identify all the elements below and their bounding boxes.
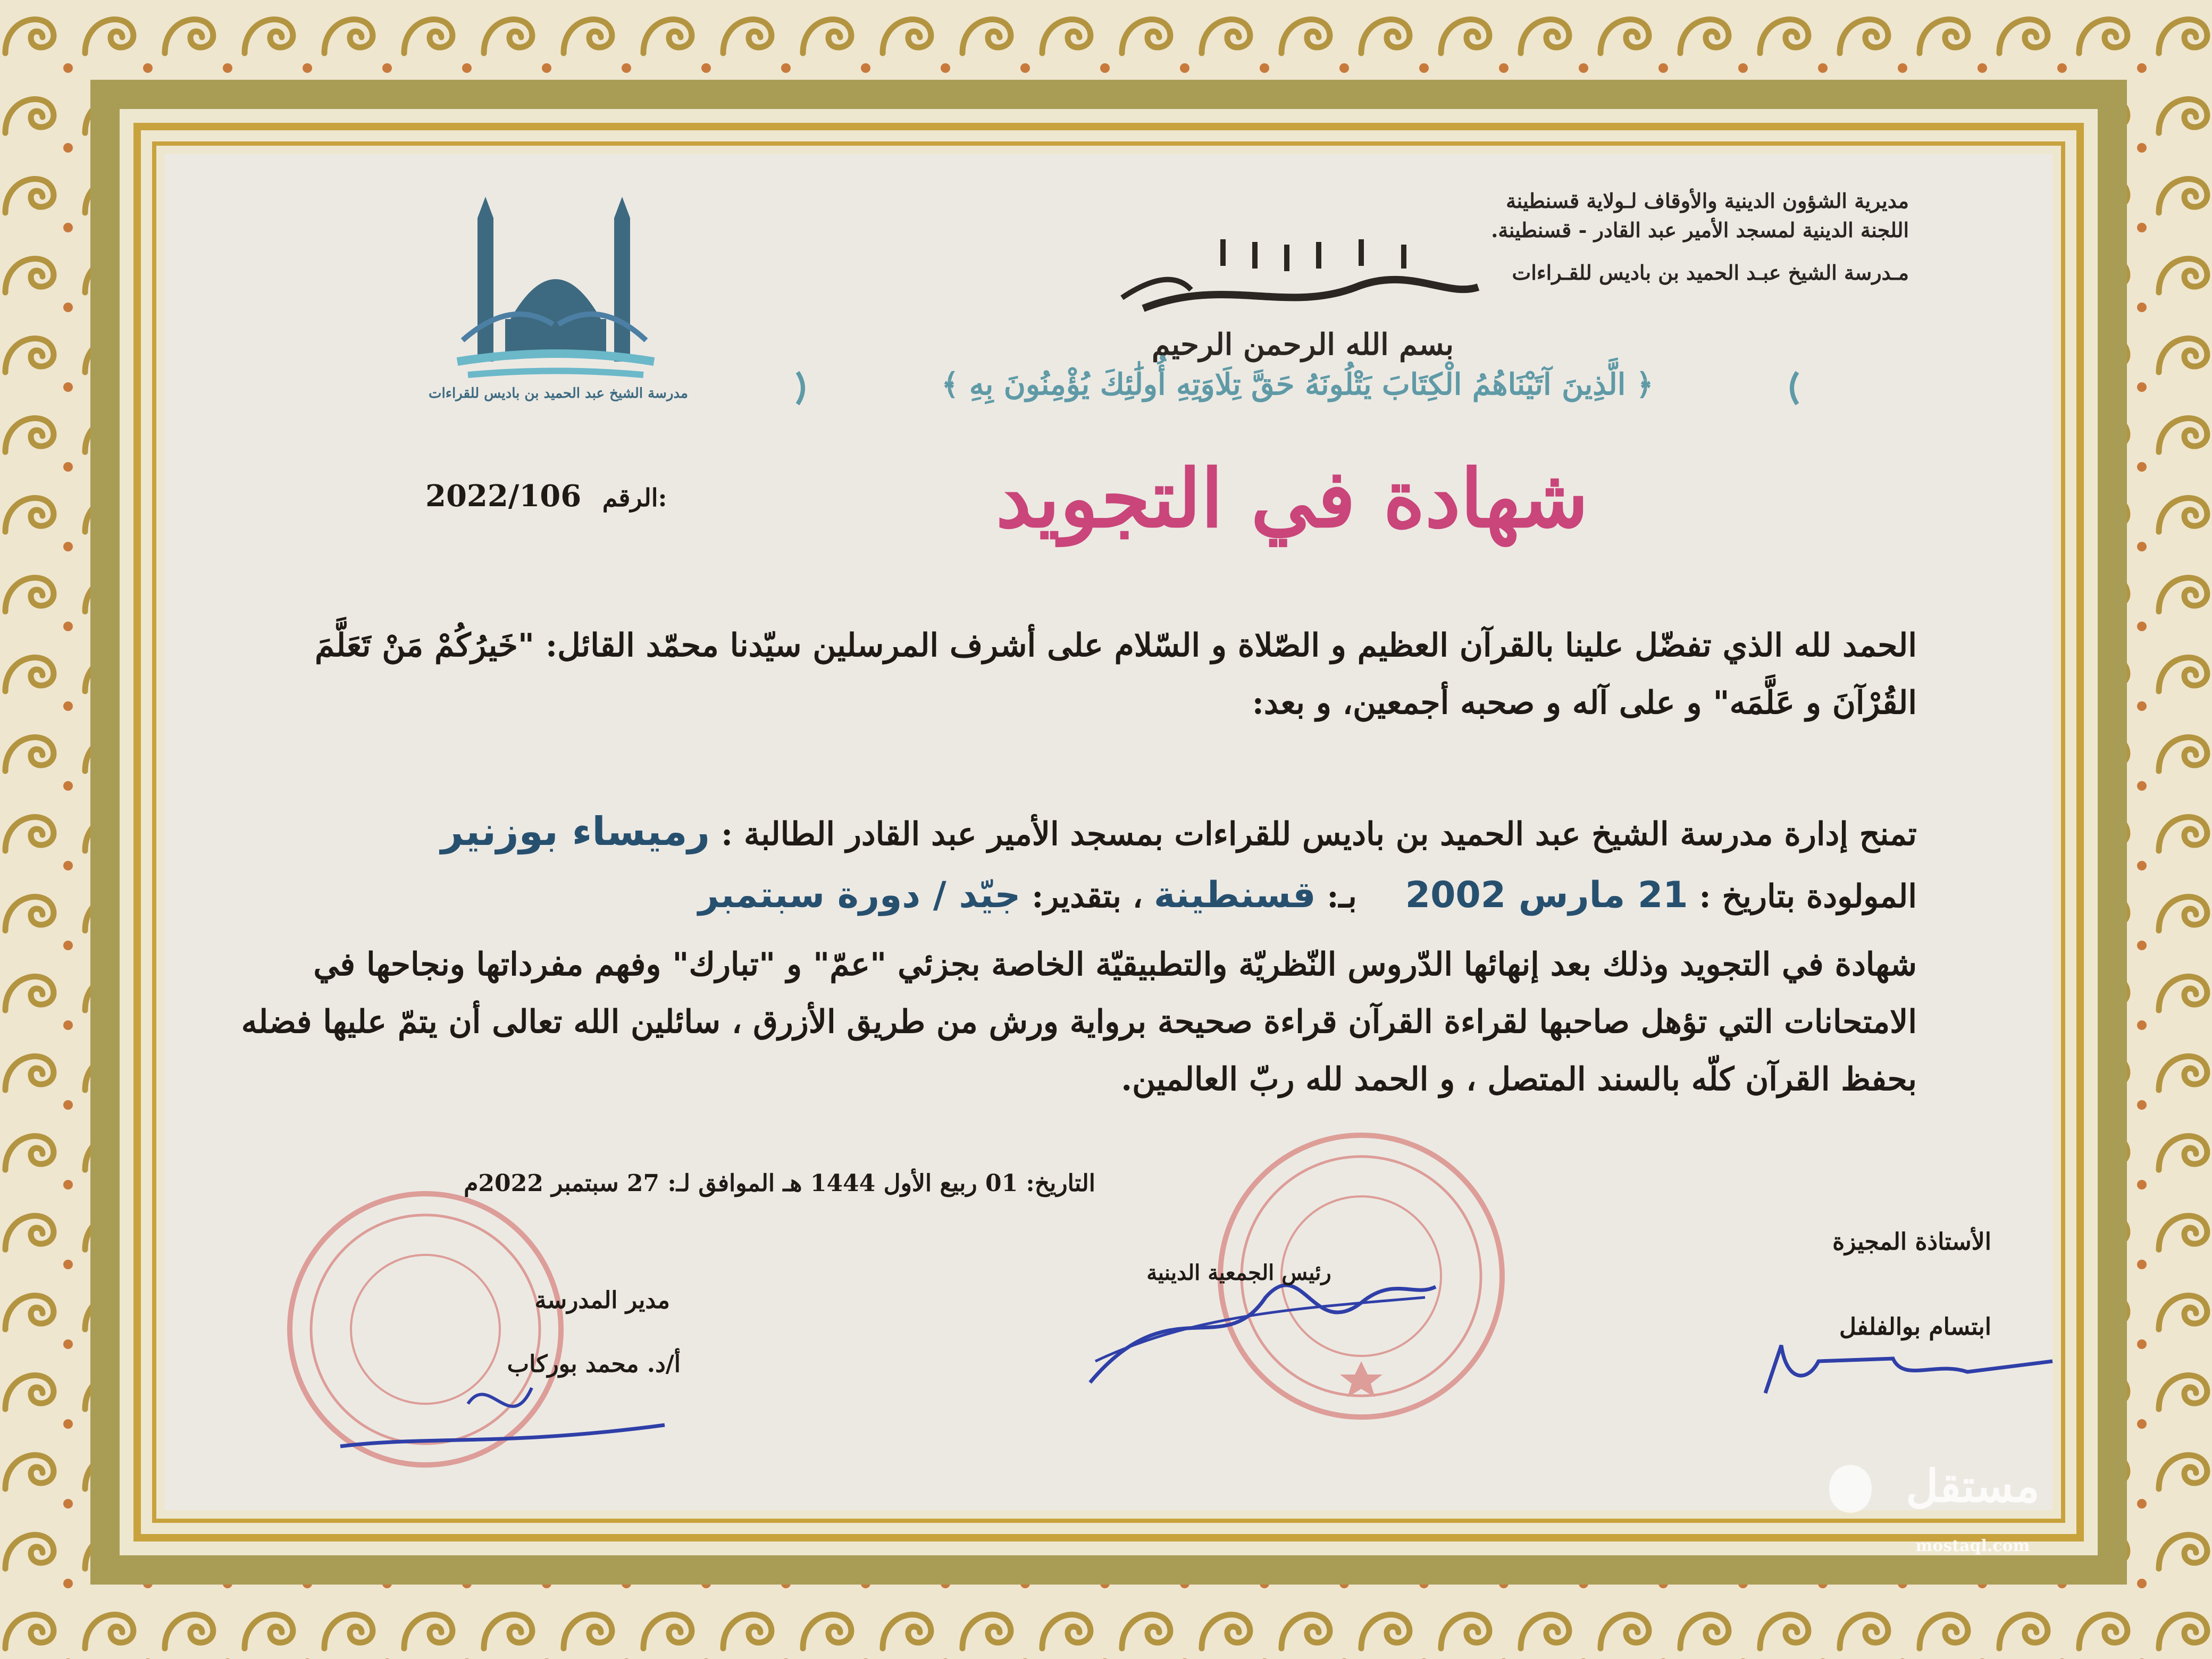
director-name: أ/د. محمد بوركاب bbox=[507, 1351, 681, 1378]
birth-prefix: المولودة بتاريخ : bbox=[1699, 878, 1917, 915]
reference-number-label: الرقم: bbox=[602, 483, 667, 512]
minaret-right-icon bbox=[614, 218, 630, 362]
header-directorate: مديرية الشؤون الدينية والأوقاف لـولاية قسنطينة bbox=[1506, 189, 1909, 213]
president-title: رئيس الجمعية الدينية bbox=[1146, 1260, 1331, 1285]
minaret-left-icon bbox=[477, 218, 493, 362]
grade-prefix: ، بتقدير: bbox=[1032, 878, 1143, 915]
logo-caption: مدرسة الشيخ عبد الحميد بن باديس للقراءات bbox=[429, 386, 688, 401]
reference-number bbox=[425, 479, 723, 514]
watermark-text: مستقل bbox=[1906, 1460, 2040, 1512]
header-committee: اللجنة الدينية لمسجد الأمير عبد القادر - قسنطينة. bbox=[1491, 218, 1909, 242]
teacher-name: ابتسام بوالفلفل bbox=[1839, 1313, 1991, 1340]
quran-verse: ﴿ الَّذِينَ آتَيْنَاهُمُ الْكِتَابَ يَتْلُونَهُ حَقَّ تِلَاوَتِهِ أُولَٰئِكَ يُؤْمِنُونَ بِهِ ﴾ bbox=[941, 367, 1654, 402]
issue-date: التاريخ: 01 ربيع الأول 1444 هـ الموافق لـ: 27 سبتمبر 2022م bbox=[464, 1170, 1095, 1197]
director-title: مدير المدرسة bbox=[534, 1287, 670, 1314]
closing-paragraph: شهادة في التجويد وذلك بعد إنهائها الدّروس النّظريّة والتطبيقيّة الخاصة بجزئي "عمّ" و "تبارك" وفهم مفرداتها ونجاحها في الامتحانات التي تؤهل صاحبها لقراءة القرآن قراءة صحيحة برواية ورش من طريق الأزرق ، سائلين الله تعالى أن يتمّ عليها فضله بحفظ القرآن كلّه بالسند المتصل ، و الحمد لله ربّ العالمين. bbox=[241, 946, 1917, 1098]
grade: جيّد / دورة سبتمبر bbox=[698, 874, 1021, 916]
header-school: مـدرسة الشيخ عبـد الحميد بن باديس للقـراءات bbox=[1512, 261, 1909, 284]
student-name: رميساء بوزنير bbox=[441, 809, 710, 854]
birth-line bbox=[221, 867, 1917, 925]
watermark-url: mostaql.com bbox=[1915, 1537, 2030, 1555]
birth-place: قسنطينة bbox=[1154, 874, 1316, 916]
teacher-title: الأستاذة المجيزة bbox=[1832, 1228, 1991, 1255]
basmala-text: بسم الله الرحمن الرحيم bbox=[1152, 327, 1454, 362]
grant-prefix: تمنح إدارة مدرسة الشيخ عبد الحميد بن باديس للقراءات بمسجد الأمير عبد القادر الطالبة : bbox=[721, 816, 1917, 853]
watermark-logo-icon bbox=[1829, 1465, 1872, 1513]
birth-place-prefix: بـ: bbox=[1327, 878, 1357, 915]
opening-paragraph: الحمد لله الذي تفضّل علينا بالقرآن العظيم و الصّلاة و السّلام على أشرف المرسلين سيّدنا محمّد القائل: "خَيرُكُمْ مَنْ تَعَلَّمَ القُرْآنَ و عَلَّمَه" و على آله و صحبه أجمعين، و بعد: bbox=[314, 627, 1917, 722]
certificate-title: شهادة في التجويد bbox=[995, 452, 1589, 546]
grant-line bbox=[221, 803, 1917, 863]
reference-number-value: 2022/106 bbox=[425, 479, 582, 514]
birth-date: 21 مارس 2002 bbox=[1405, 874, 1688, 916]
